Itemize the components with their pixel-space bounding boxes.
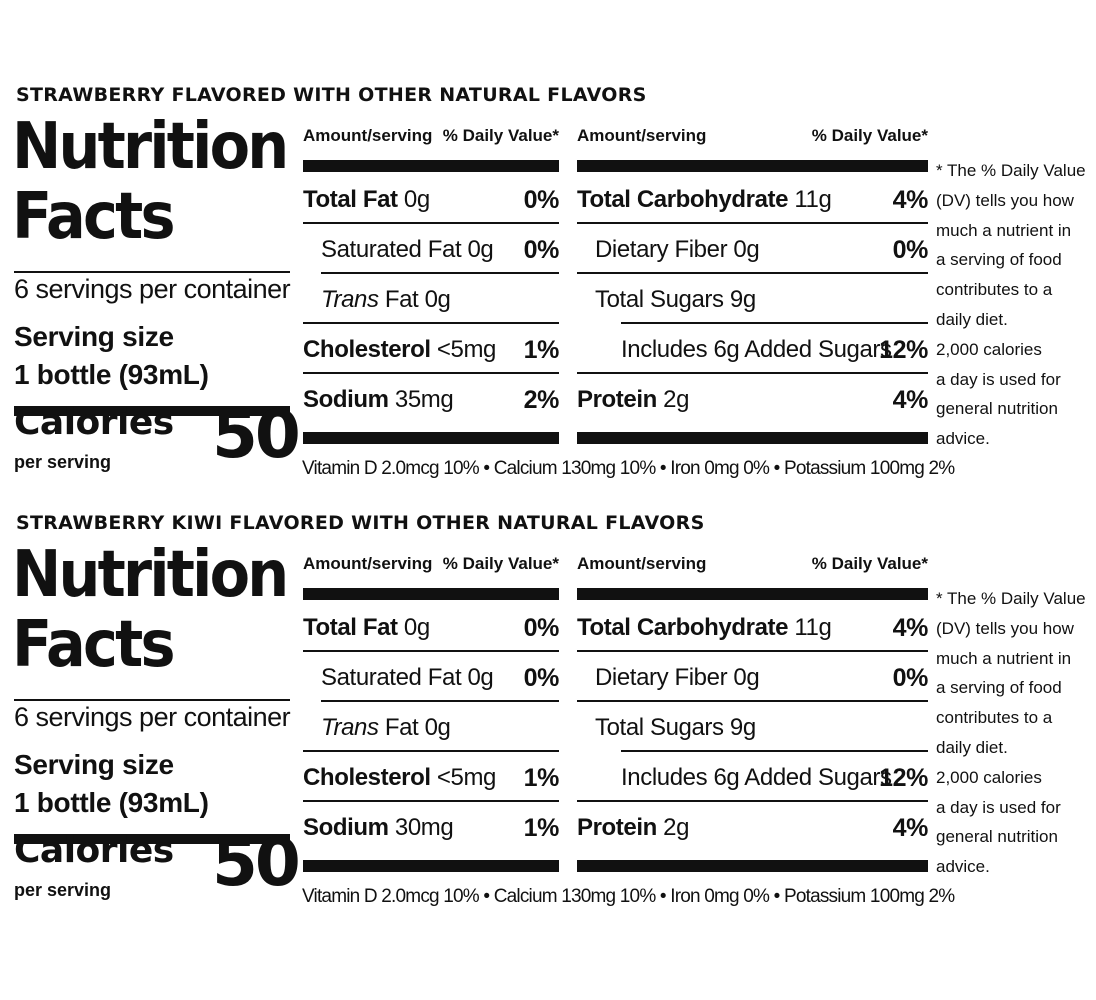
amount-serving-header: Amount/serving bbox=[303, 126, 433, 145]
nutrient-amount: 0g bbox=[397, 614, 430, 641]
daily-value: 4% bbox=[892, 386, 928, 414]
thick-rule bbox=[577, 160, 928, 172]
serving-size-label: Serving size bbox=[14, 321, 174, 352]
nutrition-panel-strawberry bbox=[0, 84, 1096, 514]
nutrition-panel-strawberry-kiwi bbox=[0, 512, 1096, 942]
daily-value: 1% bbox=[523, 814, 559, 842]
daily-value: 1% bbox=[523, 764, 559, 792]
daily-value: 0% bbox=[892, 664, 928, 692]
row-saturated-fat bbox=[321, 652, 559, 702]
row-total-fat bbox=[303, 174, 559, 224]
row-trans-fat bbox=[321, 702, 559, 752]
nutrition-facts-title bbox=[12, 110, 287, 254]
flavor-heading: STRAWBERRY FLAVORED WITH OTHER NATURAL FLAVORS bbox=[16, 84, 647, 106]
serving-size-label: Serving size bbox=[14, 749, 174, 780]
nutrient-name: Trans bbox=[321, 286, 379, 313]
calories-label: Calories bbox=[14, 830, 174, 871]
per-serving-label: per serving bbox=[14, 880, 112, 900]
nutrient-amount: 11g bbox=[788, 614, 832, 641]
daily-value: 4% bbox=[892, 614, 928, 642]
nutrient-name: Saturated Fat 0g bbox=[321, 236, 494, 263]
daily-value: 0% bbox=[523, 664, 559, 692]
thick-rule-bottom bbox=[303, 432, 559, 444]
thick-rule bbox=[303, 160, 559, 172]
thick-rule bbox=[303, 588, 559, 600]
daily-value-footnote: * The % Daily Value (DV) tells you how much a nutrient in a serving of food contributes to a daily diet. 2,000 calories a day is used for general nutrition advice. bbox=[936, 161, 1086, 449]
serving-size-value: 1 bottle (93mL) bbox=[14, 359, 209, 390]
row-dietary-fiber bbox=[595, 652, 928, 702]
amount-serving-header: Amount/serving bbox=[577, 126, 707, 145]
servings-per-container: 6 servings per container bbox=[14, 274, 291, 304]
row-added-sugars bbox=[621, 752, 928, 802]
daily-value-header: % Daily Value* bbox=[811, 554, 928, 573]
nutrient-name: Total Sugars 9g bbox=[595, 714, 756, 741]
nutrient-amount: <5mg bbox=[430, 336, 496, 363]
thick-rule bbox=[577, 588, 928, 600]
nutrient-name: Dietary Fiber 0g bbox=[595, 236, 760, 263]
column-header bbox=[577, 552, 928, 578]
nutrient-amount: Fat 0g bbox=[378, 286, 451, 313]
nutrient-amount: 11g bbox=[788, 186, 832, 213]
nutrient-name: Total Carbohydrate bbox=[577, 614, 789, 641]
flavor-heading: STRAWBERRY KIWI FLAVORED WITH OTHER NATURAL FLAVORS bbox=[16, 512, 705, 534]
row-cholesterol bbox=[303, 752, 559, 802]
calories-label: Calories bbox=[14, 402, 174, 443]
column-header bbox=[303, 552, 559, 578]
nutrient-column-left bbox=[303, 124, 559, 444]
daily-value: 1% bbox=[523, 336, 559, 364]
column-header bbox=[303, 124, 559, 150]
nutrient-name: Total Sugars 9g bbox=[595, 286, 756, 313]
calories-value: 50 bbox=[212, 396, 298, 473]
row-cholesterol bbox=[303, 324, 559, 374]
daily-value: 4% bbox=[892, 814, 928, 842]
nutrient-name: Cholesterol bbox=[303, 336, 431, 363]
row-protein bbox=[577, 802, 928, 852]
nutrient-name: Trans bbox=[321, 714, 379, 741]
row-total-sugars bbox=[595, 274, 928, 324]
vitamins-minerals-line: Vitamin D 2.0mcg 10% • Calcium 130mg 10% • Iron 0mg 0% • Potassium 100mg 2% bbox=[302, 458, 955, 479]
nutrient-amount: Fat 0g bbox=[378, 714, 451, 741]
nutrient-name: Total Fat bbox=[303, 614, 398, 641]
row-total-sugars bbox=[595, 702, 928, 752]
row-saturated-fat bbox=[321, 224, 559, 274]
thick-rule-bottom bbox=[577, 432, 928, 444]
nutrient-amount: 30mg bbox=[388, 814, 454, 841]
daily-value: 0% bbox=[523, 236, 559, 264]
nutrient-name: Protein bbox=[577, 386, 657, 413]
row-sodium bbox=[303, 374, 559, 424]
nutrient-name: Total Fat bbox=[303, 186, 398, 213]
nutrient-name: Cholesterol bbox=[303, 764, 431, 791]
row-protein bbox=[577, 374, 928, 424]
daily-value-header: % Daily Value* bbox=[442, 126, 559, 145]
vitamins-minerals-line: Vitamin D 2.0mcg 10% • Calcium 130mg 10% • Iron 0mg 0% • Potassium 100mg 2% bbox=[302, 886, 955, 907]
divider-title bbox=[14, 699, 290, 701]
title-line-2: Facts bbox=[12, 180, 173, 254]
daily-value-footnote: * The % Daily Value (DV) tells you how much a nutrient in a serving of food contributes to a daily diet. 2,000 calories a day is used for general nutrition advice. bbox=[936, 589, 1086, 877]
calories-value: 50 bbox=[212, 824, 298, 901]
daily-value: 12% bbox=[879, 336, 928, 364]
amount-serving-header: Amount/serving bbox=[577, 554, 707, 573]
nutrient-column-right bbox=[577, 552, 928, 872]
nutrient-column-right bbox=[577, 124, 928, 444]
row-dietary-fiber bbox=[595, 224, 928, 274]
daily-value: 0% bbox=[523, 614, 559, 642]
nutrient-amount: 2g bbox=[656, 814, 690, 841]
daily-value: 2% bbox=[523, 386, 559, 414]
nutrient-name: Sodium bbox=[303, 386, 389, 413]
nutrient-amount: 2g bbox=[656, 386, 690, 413]
row-total-carbohydrate bbox=[577, 602, 928, 652]
amount-serving-header: Amount/serving bbox=[303, 554, 433, 573]
nutrient-name: Includes 6g Added Sugars bbox=[621, 764, 892, 791]
thick-rule-bottom bbox=[577, 860, 928, 872]
divider-title bbox=[14, 271, 290, 273]
row-total-carbohydrate bbox=[577, 174, 928, 224]
daily-value-header: % Daily Value* bbox=[811, 126, 928, 145]
title-line-2: Facts bbox=[12, 608, 173, 682]
nutrient-name: Sodium bbox=[303, 814, 389, 841]
nutrient-name: Saturated Fat 0g bbox=[321, 664, 494, 691]
nutrient-name: Protein bbox=[577, 814, 657, 841]
daily-value: 0% bbox=[523, 186, 559, 214]
row-trans-fat bbox=[321, 274, 559, 324]
daily-value: 12% bbox=[879, 764, 928, 792]
row-added-sugars bbox=[621, 324, 928, 374]
title-line-1: Nutrition bbox=[12, 538, 287, 612]
serving-size-value: 1 bottle (93mL) bbox=[14, 787, 209, 818]
nutrient-amount: 35mg bbox=[388, 386, 454, 413]
nutrient-column-left bbox=[303, 552, 559, 872]
daily-value-header: % Daily Value* bbox=[442, 554, 559, 573]
title-line-1: Nutrition bbox=[12, 110, 287, 184]
column-header bbox=[577, 124, 928, 150]
nutrient-amount: <5mg bbox=[430, 764, 496, 791]
row-sodium bbox=[303, 802, 559, 852]
per-serving-label: per serving bbox=[14, 452, 112, 472]
row-total-fat bbox=[303, 602, 559, 652]
daily-value: 0% bbox=[892, 236, 928, 264]
nutrient-name: Includes 6g Added Sugars bbox=[621, 336, 892, 363]
nutrient-amount: 0g bbox=[397, 186, 430, 213]
nutrient-name: Dietary Fiber 0g bbox=[595, 664, 760, 691]
thick-rule-bottom bbox=[303, 860, 559, 872]
nutrition-facts-title bbox=[12, 538, 287, 682]
nutrient-name: Total Carbohydrate bbox=[577, 186, 789, 213]
daily-value: 4% bbox=[892, 186, 928, 214]
servings-per-container: 6 servings per container bbox=[14, 702, 291, 732]
